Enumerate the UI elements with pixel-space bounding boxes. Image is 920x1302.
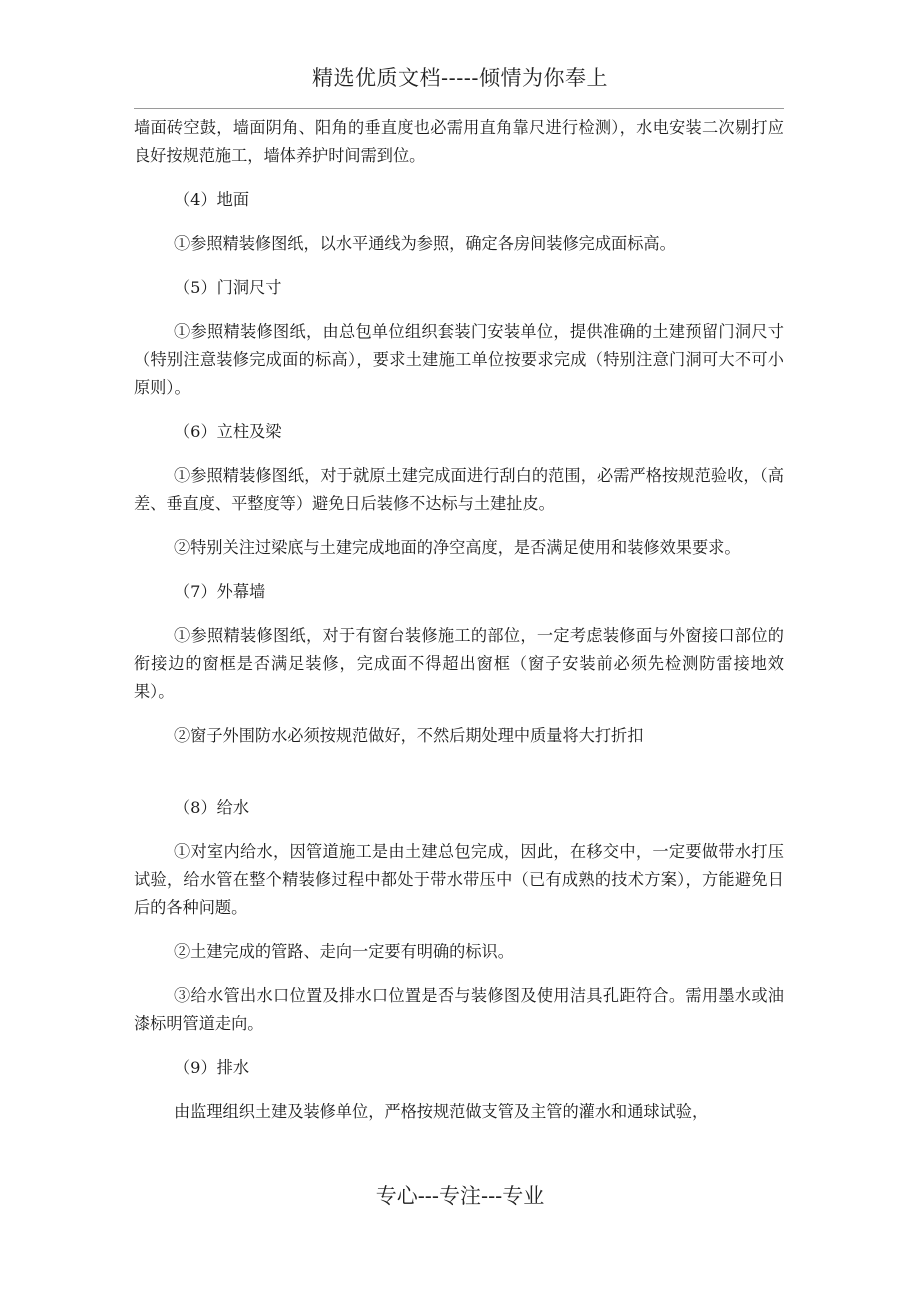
- paragraph: ①参照精装修图纸，对于有窗台装修施工的部位，一定考虑装修面与外窗接口部位的衔接边的窗框是否满足装修，完成面不得超出窗框（窗子安装前必须先检测防雷接地效果）。: [134, 626, 784, 701]
- document-body: [134, 114, 784, 1126]
- paragraph: ①参照精装修图纸，以水平通线为参照，确定各房间装修完成面标高。: [174, 234, 676, 253]
- paragraph: ③给水管出水口位置及排水口位置是否与装修图及使用洁具孔距符合。需用墨水或油漆标明管道走向。: [134, 986, 784, 1033]
- paragraph: ②土建完成的管路、走向一定要有明确的标识。: [174, 942, 514, 961]
- header-divider: [134, 108, 784, 109]
- section-heading-columns-beams: （6）立柱及梁: [174, 422, 282, 441]
- section-heading-floor: （4）地面: [174, 190, 250, 209]
- paragraph: ①对室内给水，因管道施工是由土建总包完成，因此，在移交中，一定要做带水打压试验，给水管在整个精装修过程中都处于带水带压中（已有成熟的技术方案），方能避免日后的各种问题。: [134, 842, 784, 917]
- section-heading-curtain-wall: （7）外幕墙: [174, 582, 266, 601]
- paragraph: ②窗子外围防水必须按规范做好，不然后期处理中质量将大打折扣: [174, 726, 644, 745]
- page-header: 精选优质文档-----倾情为你奉上: [312, 66, 608, 90]
- section-heading-door-opening: （5）门洞尺寸: [174, 278, 282, 297]
- paragraph: ①参照精装修图纸，对于就原土建完成面进行刮白的范围，必需严格按规范验收，（高差、垂直度、平整度等）避免日后装修不达标与土建扯皮。: [134, 466, 784, 513]
- paragraph: ②特别关注过梁底与土建完成地面的净空高度，是否满足使用和装修效果要求。: [174, 538, 741, 557]
- paragraph: ①参照精装修图纸，由总包单位组织套装门安装单位，提供准确的土建预留门洞尺寸（特别注意装修完成面的标高），要求土建施工单位按要求完成（特别注意门洞可大不可小原则）。: [134, 322, 784, 397]
- paragraph-continuation: 墙面砖空鼓，墙面阴角、阳角的垂直度也必需用直角靠尺进行检测），水电安装二次剔打应良好按规范施工，墙体养护时间需到位。: [134, 118, 784, 165]
- section-heading-water-supply: （8）给水: [174, 798, 250, 817]
- section-heading-drainage: （9）排水: [174, 1058, 250, 1077]
- page-footer: 专心---专注---专业: [375, 1184, 545, 1208]
- paragraph: 由监理组织土建及装修单位，严格按规范做支管及主管的灌水和通球试验，: [174, 1102, 709, 1121]
